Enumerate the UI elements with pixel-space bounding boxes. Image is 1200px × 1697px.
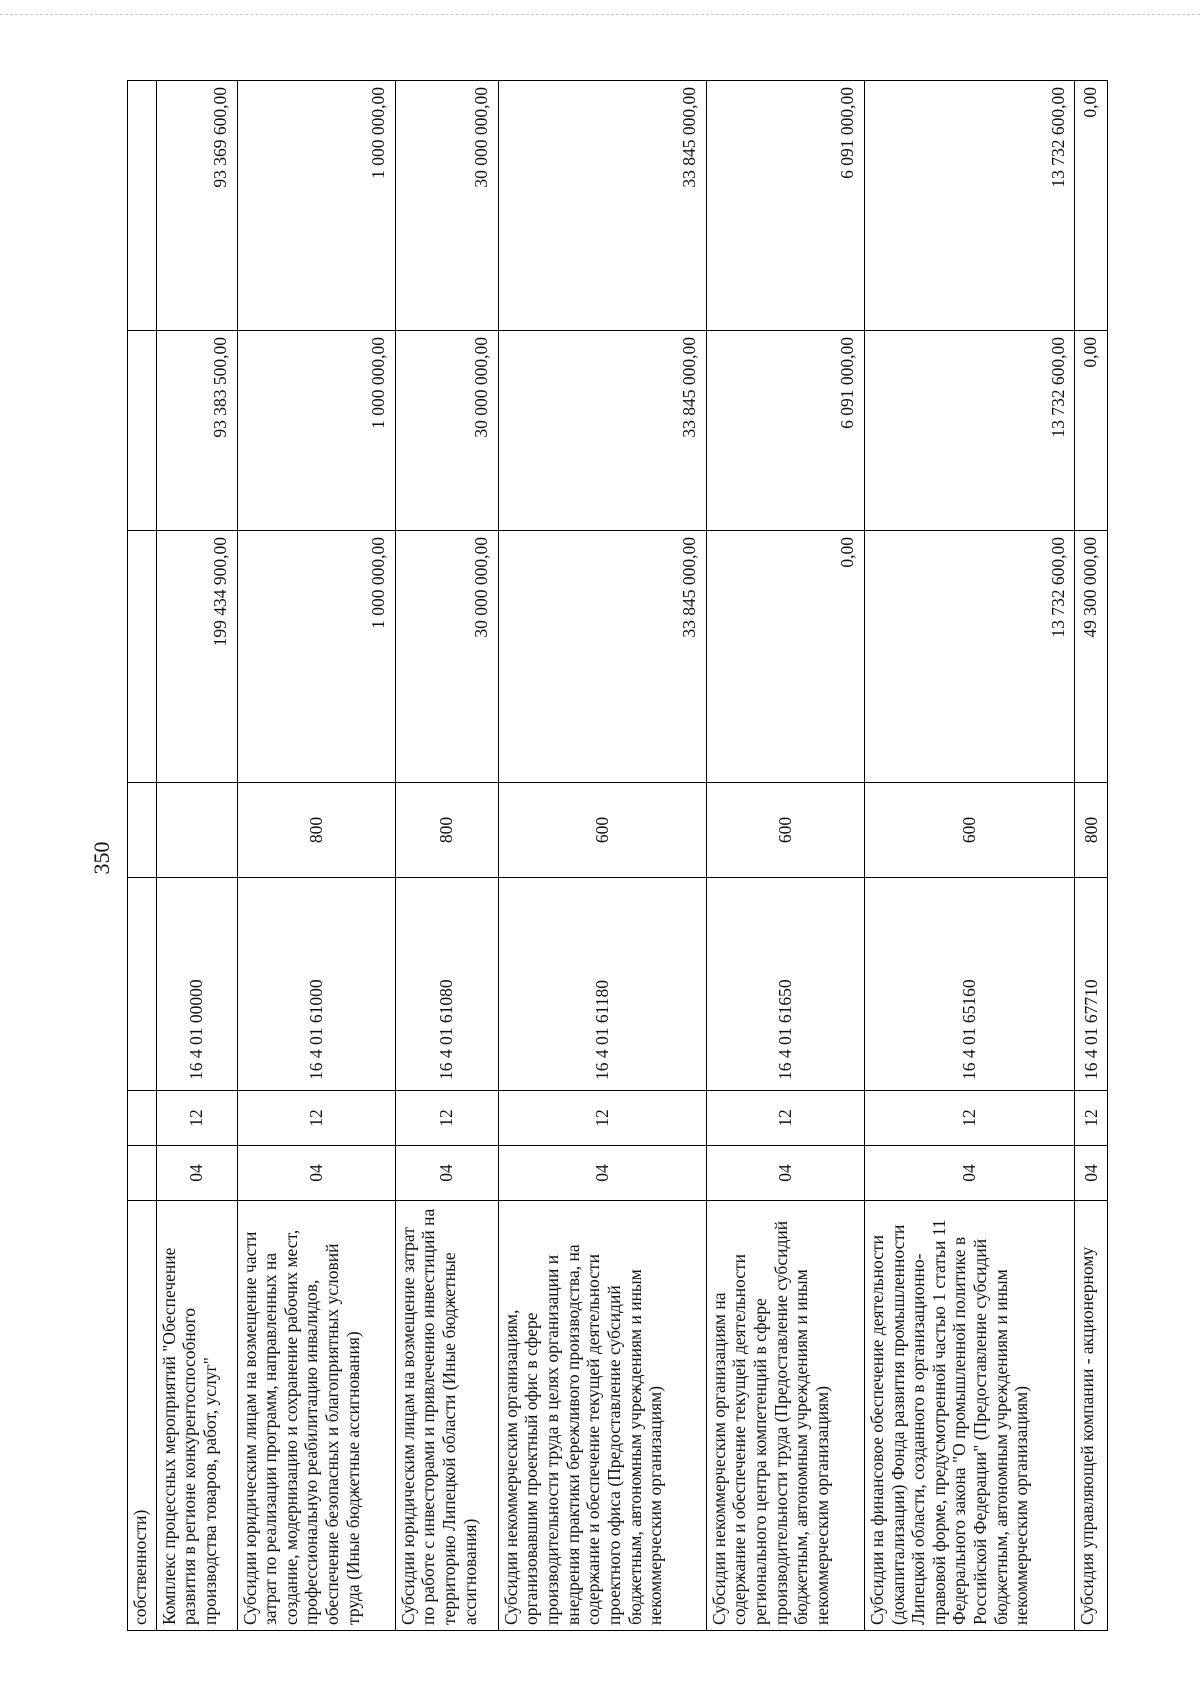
row-sum-2: 30 000 000,00 [395, 331, 498, 531]
row-podrazdel: 12 [237, 1091, 395, 1146]
row-sum-1: 0,00 [706, 531, 864, 783]
row-sum-2: 0,00 [1075, 331, 1108, 531]
row-podrazdel: 12 [395, 1091, 498, 1146]
table-row [1075, 81, 1108, 1631]
row-sum-1: 33 845 000,00 [498, 531, 706, 783]
row-kcsr: 16 4 01 00000 [156, 878, 237, 1091]
row-podrazdel: 12 [706, 1091, 864, 1146]
row-sum-2: 93 383 500,00 [156, 331, 237, 531]
row-name: Субсидии некоммерческим организациям на содержание и обеспечение текущей деятельности регионального центра компетенций в сфере производительности труда (Предоставление субсидий бюджетным, автономным учреждениям и иным некоммерческим организациям) [706, 1201, 864, 1631]
row-sum-3: 93 369 600,00 [156, 81, 237, 331]
table-row [395, 81, 498, 1631]
row-razdel: 04 [706, 1146, 864, 1201]
row-name: Субсидии на финансовое обеспечение деятельности (докапитализации) Фонда развития промышленности Липецкой области, созданного в организационно-правовой форме, предусмотренной частью 1 статьи 11 Федерального закона "О промышленной политике в Российской Федерации" (Предоставление субсидий бюджетным, автономным учреждениям и иным некоммерческим организациям) [864, 1201, 1074, 1631]
row-name: Субсидия управляющей компании - акционерному [1075, 1201, 1108, 1631]
row-razdel: 04 [864, 1146, 1074, 1201]
row-sum-3: 0,00 [1075, 81, 1108, 331]
rotated-page-content [127, 81, 1108, 1631]
row-sum-1: 49 300 000,00 [1075, 531, 1108, 783]
row-sum-3: 30 000 000,00 [395, 81, 498, 331]
row-sum-2: 1 000 000,00 [237, 331, 395, 531]
row-kcsr: 16 4 01 61180 [498, 878, 706, 1091]
row-sum-3: 6 091 000,00 [706, 81, 864, 331]
row-sum-2: 13 732 600,00 [864, 331, 1074, 531]
row-sum-3: 1 000 000,00 [237, 81, 395, 331]
row-kcsr: 16 4 01 61000 [237, 878, 395, 1091]
row-vr [156, 783, 237, 878]
row-podrazdel: 12 [156, 1091, 237, 1146]
row-vr: 600 [864, 783, 1074, 878]
row-sum-1: 13 732 600,00 [864, 531, 1074, 783]
row-kcsr: 16 4 01 67710 [1075, 878, 1108, 1091]
scan-edge [0, 0, 1200, 15]
row-sum-3: 33 845 000,00 [498, 81, 706, 331]
row-sum-1: 1 000 000,00 [237, 531, 395, 783]
table-row [237, 81, 395, 1631]
row-razdel: 04 [1075, 1146, 1108, 1201]
row-sum-1: 30 000 000,00 [395, 531, 498, 783]
row-sum-3: 13 732 600,00 [864, 81, 1074, 331]
row-vr: 800 [1075, 783, 1108, 878]
row-sum-2: 33 845 000,00 [498, 331, 706, 531]
table-row [498, 81, 706, 1631]
row-vr: 800 [237, 783, 395, 878]
row-name: Субсидии юридическим лицам на возмещение части затрат по реализации программ, направленных на создание, модернизацию и сохранение рабочих мест, профессиональную реабилитацию инвалидов, обеспечение безопасных и благоприятных условий труда (Иные бюджетные ассигнования) [237, 1201, 395, 1631]
row-vr: 600 [706, 783, 864, 878]
row-name: Субсидии юридическим лицам на возмещение затрат по работе с инвесторами и привлечению инвестиций на территорию Липецкой области (Иные бюджетные ассигнования) [395, 1201, 498, 1631]
table-row [156, 81, 237, 1631]
row-sum-2: 6 091 000,00 [706, 331, 864, 531]
row-kcsr: 16 4 01 61650 [706, 878, 864, 1091]
table-row-continuation [128, 81, 157, 1631]
page-number: 350 [89, 841, 114, 875]
row-razdel: 04 [156, 1146, 237, 1201]
row-razdel: 04 [498, 1146, 706, 1201]
row-podrazdel: 12 [864, 1091, 1074, 1146]
row-name: Субсидии некоммерческим организациям, организовавшим проектный офис в сфере производительности труда в целях организации и внедрения практики бережливого производства, на содержание и обеспечение текущей деятельности проектного офиса (Предоставление субсидий бюджетным, автономным учреждениям и иным некоммерческим организациям) [498, 1201, 706, 1631]
row-vr: 600 [498, 783, 706, 878]
table-row [864, 81, 1074, 1631]
row-razdel: 04 [395, 1146, 498, 1201]
row-name-continuation: собственности) [128, 1201, 157, 1631]
row-kcsr: 16 4 01 65160 [864, 878, 1074, 1091]
row-name: Комплекс процессных мероприятий "Обеспечение развития в регионе конкурентоспособного производства товаров, работ, услуг" [156, 1201, 237, 1631]
row-sum-1: 199 434 900,00 [156, 531, 237, 783]
budget-table [127, 80, 1108, 1631]
row-podrazdel: 12 [498, 1091, 706, 1146]
row-razdel: 04 [237, 1146, 395, 1201]
row-vr: 800 [395, 783, 498, 878]
row-kcsr: 16 4 01 61080 [395, 878, 498, 1091]
table-row [706, 81, 864, 1631]
row-podrazdel: 12 [1075, 1091, 1108, 1146]
